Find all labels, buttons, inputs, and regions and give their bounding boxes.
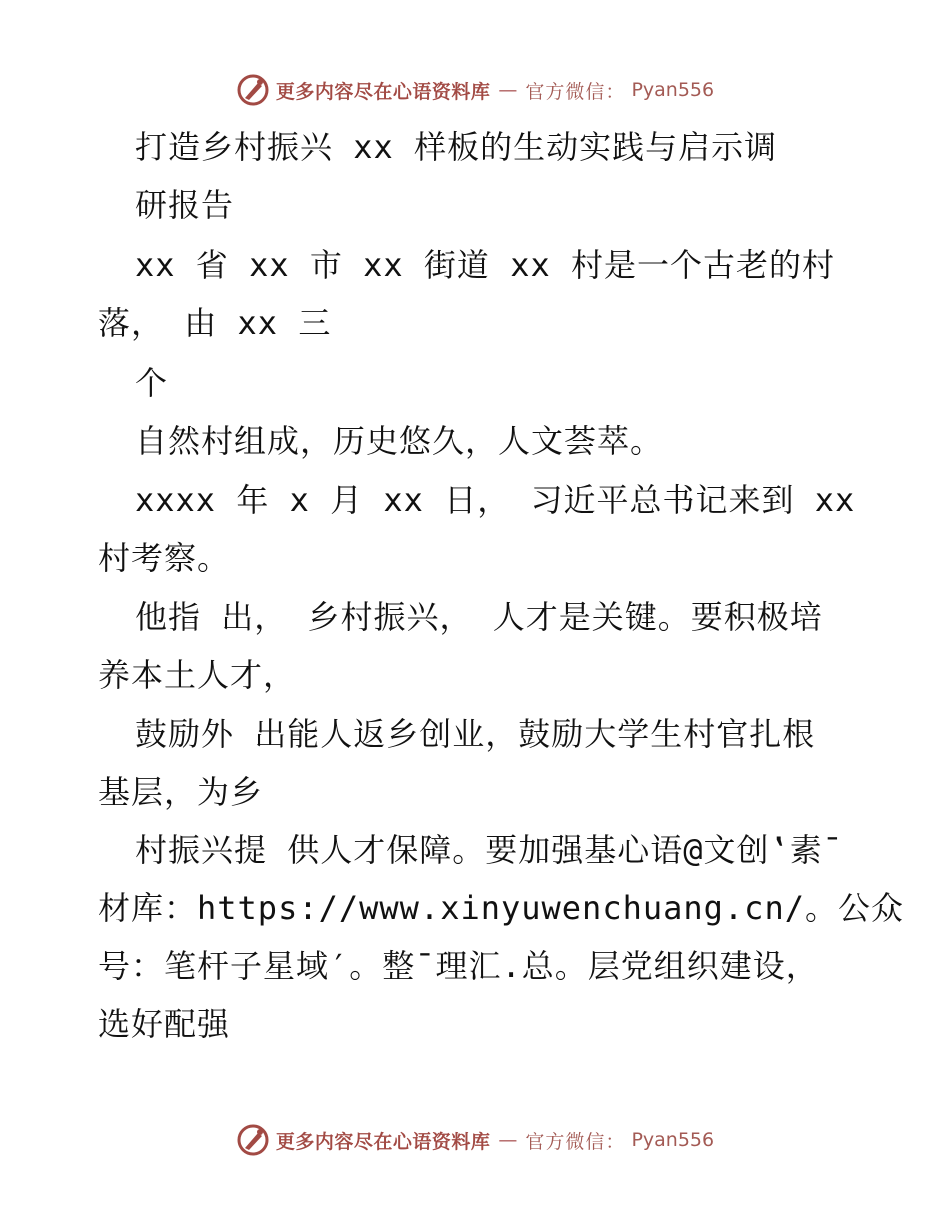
watermark-wechat-id: Pyan556	[631, 79, 715, 101]
pen-logo-icon	[236, 1123, 270, 1157]
watermark-title: 更多内容尽在心语资料库	[275, 1130, 491, 1153]
paragraph-line: xx 省 xx 市 xx 街道 xx 村是一个古老的村	[135, 246, 835, 284]
paragraph-line: 自然村组成，历史悠久，人文荟萃。	[135, 422, 664, 460]
paragraph-line: 选好配强	[98, 1005, 231, 1043]
watermark-separator: —	[498, 1129, 518, 1151]
watermark-wechat-label: 官方微信：	[525, 1130, 626, 1153]
title-line-2: 研报告	[135, 186, 235, 224]
paragraph-line: 村振兴提 供人才保障。要加强基心语@文创‛素¯	[135, 831, 844, 869]
paragraph-line: 养本土人才，	[98, 656, 297, 694]
paragraph-line: 落， 由 xx 三	[98, 304, 332, 342]
paragraph-line: xxxx 年 x 月 xx 日， 习近平总书记来到 xx	[135, 481, 856, 519]
paragraph-line: 基层，为乡	[98, 773, 264, 811]
watermark-title: 更多内容尽在心语资料库	[275, 80, 491, 103]
watermark-wechat-label: 官方微信：	[525, 80, 626, 103]
title-line-1: 打造乡村振兴 xx 样板的生动实践与启示调	[135, 128, 778, 166]
paragraph-line: 个	[135, 364, 169, 402]
paragraph-line: 号：笔杆子星域′。整¯理汇.总。层党组织建设，	[98, 947, 819, 985]
footer-watermark	[0, 1120, 950, 1160]
watermark-wechat-id: Pyan556	[631, 1129, 715, 1151]
paragraph-line: 村考察。	[98, 539, 231, 577]
header-watermark	[0, 70, 950, 110]
paragraph-line: 他指 出， 乡村振兴， 人才是关键。要积极培	[135, 598, 823, 636]
watermark-separator: —	[498, 79, 518, 101]
paragraph-line: 鼓励外 出能人返乡创业，鼓励大学生村官扎根	[135, 715, 816, 753]
pen-logo-icon	[236, 73, 270, 107]
paragraph-line: 材库：https://www.xinyuwenchuang.cn/。公众	[98, 889, 904, 927]
